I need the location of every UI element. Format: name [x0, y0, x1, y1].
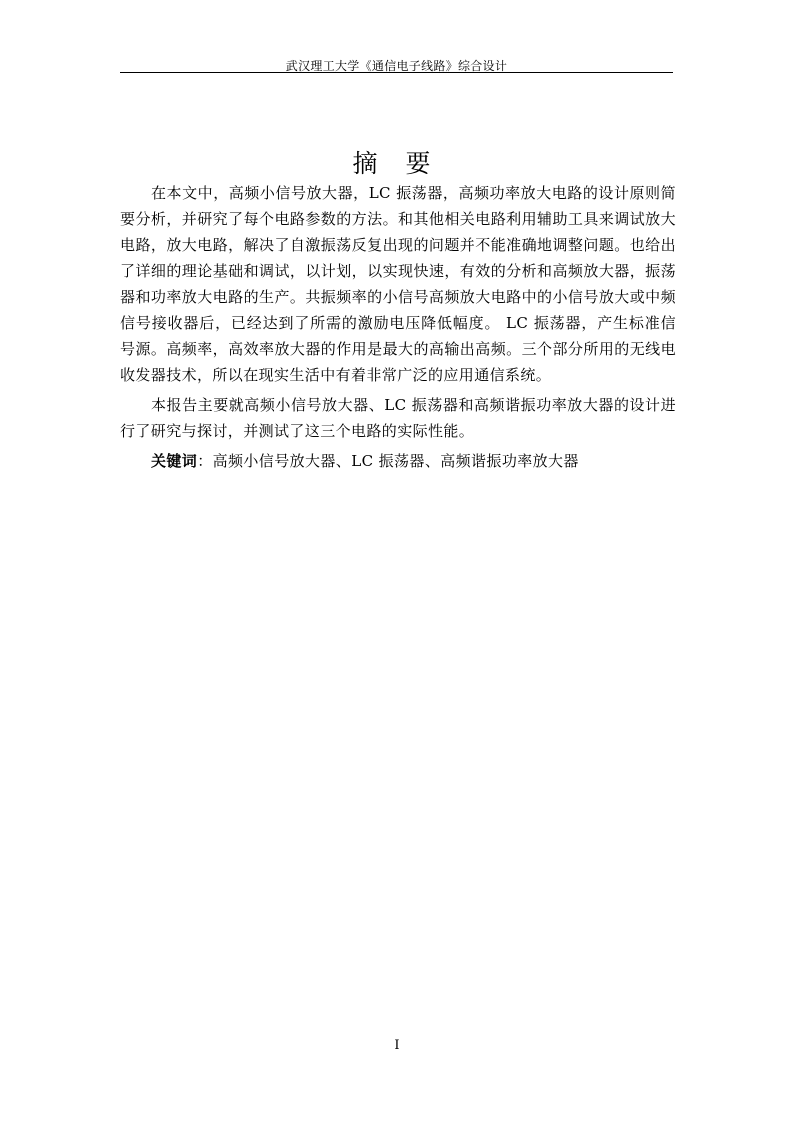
keywords-text: 高频小信号放大器、LC 振荡器、高频谐振功率放大器 [212, 452, 579, 470]
abstract-paragraph-1: 在本文中，高频小信号放大器，LC 振荡器，高频功率放大电路的设计原则简要分析，并研究了每个电路参数的方法。和其他相关电路利用辅助工具来调试放大电路，放大电路，解决了自激振荡反复出现的问题并不能准确地调整问题。也给出了详细的理论基础和调试，以计划，以实现快速，有效的分析和高频放大器，振荡器和功率放大电路的生产。共振频率的小信号高频放大电路中的小信号放大或中频信号接收器后，已经达到了所需的激励电压降低幅度。 LC 振荡器，产生标准信号源。高频率，高效率放大器的作用是最大的高输出高频。三个部分所用的无线电收发器技术，所以在现实生活中有着非常广泛的应用通信系统。 [120, 184, 676, 384]
abstract-title: 摘 要 [352, 149, 441, 178]
keywords-label: 关键词 [151, 452, 198, 470]
abstract-paragraph-2: 本报告主要就高频小信号放大器、LC 振荡器和高频谐振功率放大器的设计进行了研究与探讨，并测试了这三个电路的实际性能。 [120, 396, 676, 440]
keywords-separator: ： [197, 452, 213, 470]
header-rule [120, 72, 673, 73]
keywords-line [120, 448, 676, 474]
running-header: 武汉理工大学《通信电子线路》综合设计 [285, 59, 508, 73]
page-number: I [394, 1038, 400, 1053]
abstract-body [120, 180, 676, 474]
